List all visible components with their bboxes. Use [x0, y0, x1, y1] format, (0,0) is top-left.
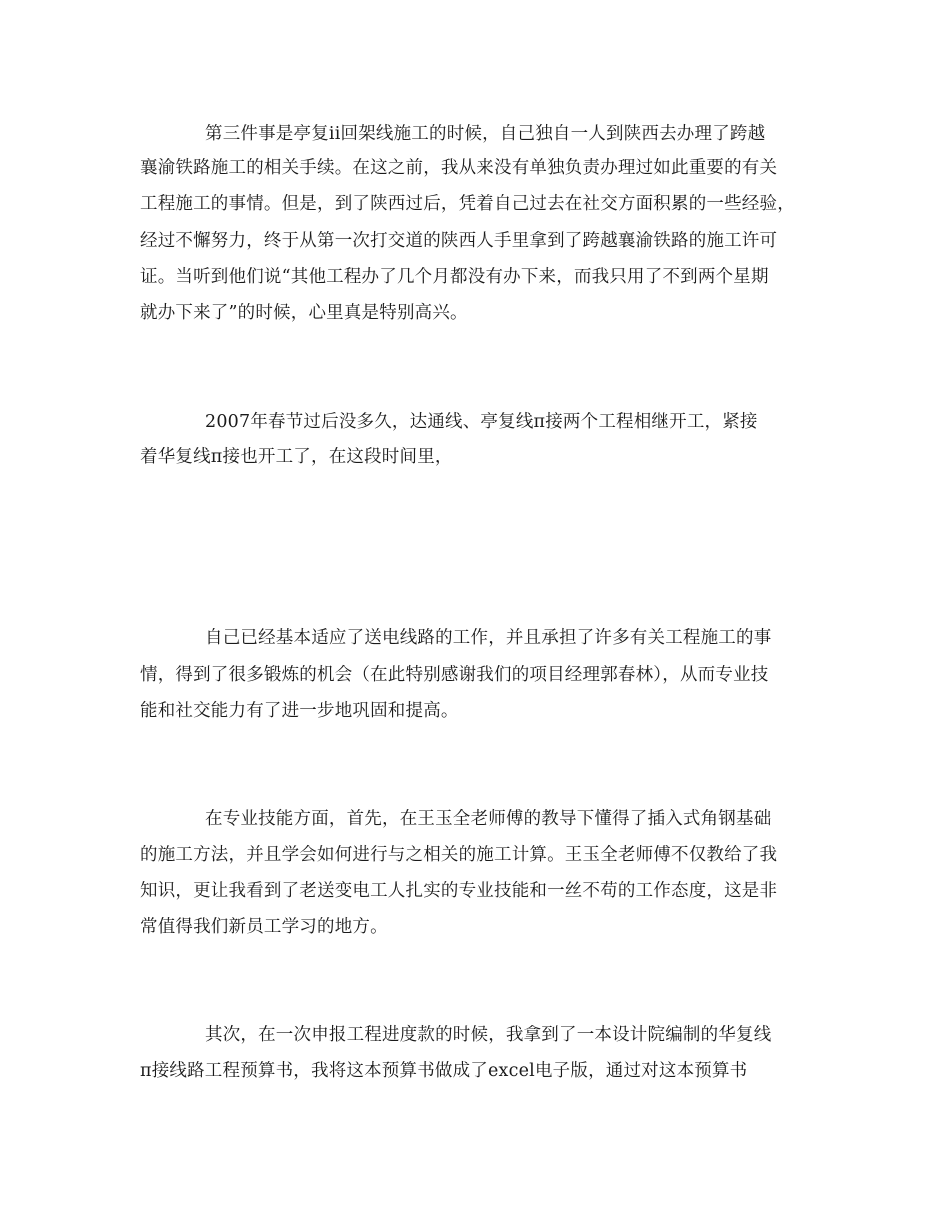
paragraph-1-line-1: 第三件事是亭复ii回架线施工的时候，自己独自一人到陕西去办理了跨越	[205, 124, 766, 144]
paragraph-1-line-3: 工程施工的事情。但是，到了陕西过后，凭着自己过去在社交方面积累的一些经验，	[140, 194, 795, 214]
paragraph-3-line-2: 情，得到了很多锻炼的机会（在此特别感谢我们的项目经理郭春林），从而专业技	[140, 665, 769, 685]
paragraph-4-line-1: 在专业技能方面，首先，在王玉全老师傅的教导下懂得了插入式角钢基础	[205, 809, 772, 829]
paragraph-4-line-4: 常值得我们新员工学习的地方。	[140, 917, 388, 937]
paragraph-5-line-2: π接线路工程预算书，我将这本预算书做成了excel电子版，通过对这本预算书	[140, 1061, 748, 1081]
paragraph-5-line-1: 其次，在一次申报工程进度款的时候，我拿到了一本设计院编制的华复线	[205, 1025, 772, 1045]
paragraph-1-line-4: 经过不懈努力，终于从第一次打交道的陕西人手里拿到了跨越襄渝铁路的施工许可	[140, 231, 778, 251]
paragraph-2-line-2: 着华复线π接也开工了，在这段时间里，	[140, 447, 453, 467]
paragraph-4-line-2: 的施工方法，并且学会如何进行与之相关的施工计算。王玉全老师傅不仅教给了我	[140, 845, 778, 865]
paragraph-3-line-1: 自己已经基本适应了送电线路的工作，并且承担了许多有关工程施工的事	[205, 628, 772, 648]
paragraph-3-line-3: 能和社交能力有了进一步地巩固和提高。	[140, 701, 459, 721]
paragraph-2-line-1: 2007年春节过后没多久，达通线、亭复线π接两个工程相继开工，紧接	[205, 412, 758, 432]
paragraph-4-line-3: 知识，更让我看到了老送变电工人扎实的专业技能和一丝不苟的工作态度，这是非	[140, 881, 778, 901]
paragraph-1-line-5: 证。当听到他们说“其他工程办了几个月都没有办下来，而我只用了不到两个星期	[140, 267, 769, 287]
paragraph-1-line-6: 就办下来了”的时候，心里真是特别高兴。	[140, 303, 468, 323]
paragraph-1-line-2: 襄渝铁路施工的相关手续。在这之前，我从来没有单独负责办理过如此重要的有关	[140, 158, 778, 178]
